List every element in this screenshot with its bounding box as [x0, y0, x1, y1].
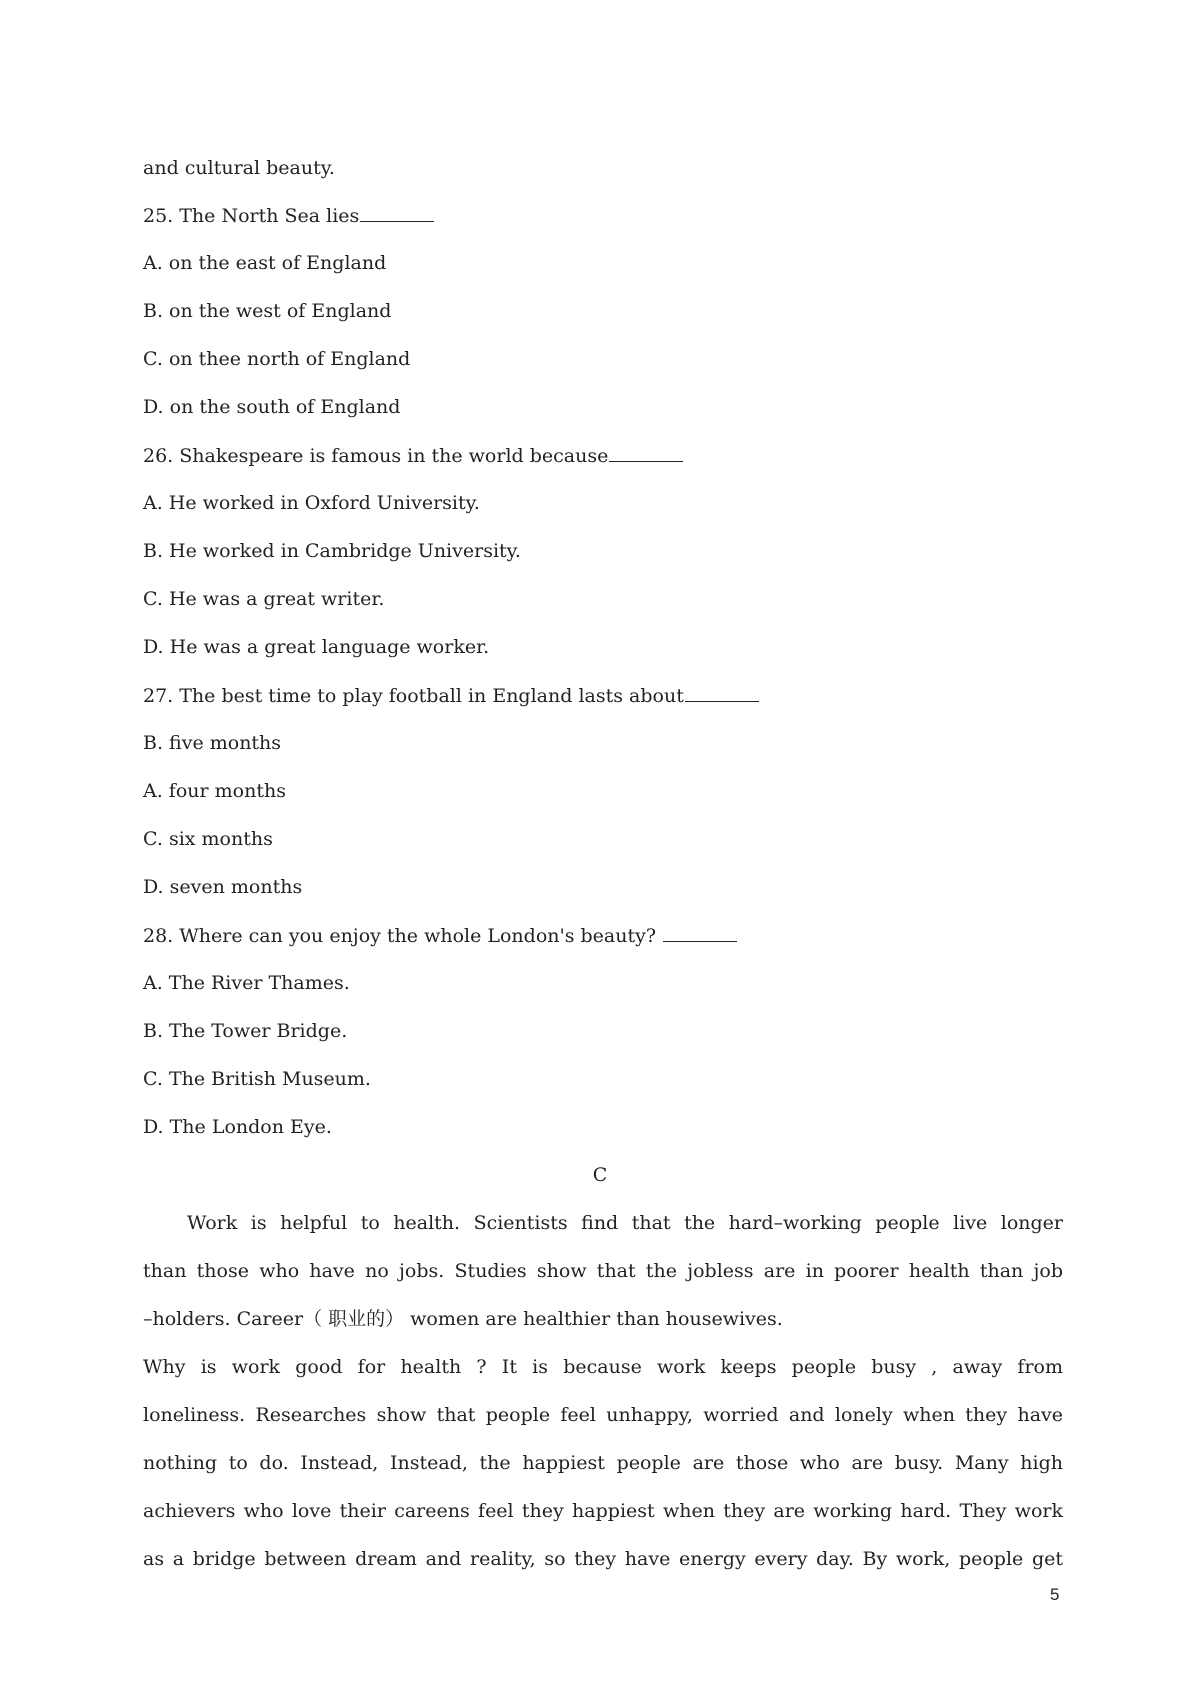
- option-26d: D. He was a great language worker.: [143, 636, 490, 658]
- question-stem: 25. The North Sea lies: [143, 205, 360, 227]
- option-27c: C. six months: [143, 828, 273, 850]
- passage-continuation: and cultural beauty.: [143, 157, 335, 179]
- option-27-first: B. five months: [143, 732, 282, 754]
- option-25d: D. on the south of England: [143, 396, 401, 418]
- passage-line: Work is helpful to health. Scientists find that the hard–working people live longer: [187, 1212, 1063, 1234]
- option-26c: C. He was a great writer.: [143, 588, 385, 610]
- passage-line: achievers who love their careens feel they happiest when they are working hard. They work: [143, 1500, 1063, 1522]
- question-stem: 26. Shakespeare is famous in the world because: [143, 445, 609, 467]
- answer-blank: [685, 683, 759, 702]
- option-28b: B. The Tower Bridge.: [143, 1020, 348, 1042]
- passage-line: Why is work good for health ? It is because work keeps people busy , away from: [143, 1356, 1063, 1378]
- option-27-second: A. four months: [143, 780, 286, 802]
- option-25c: C. on thee north of England: [143, 348, 411, 370]
- question-28: [143, 923, 737, 948]
- page-number: 5: [1050, 1585, 1060, 1604]
- question-stem: 27. The best time to play football in England lasts about: [143, 685, 684, 707]
- question-stem: 28. Where can you enjoy the whole London's beauty?: [143, 925, 657, 947]
- section-heading: C: [592, 1164, 608, 1186]
- option-28a: A. The River Thames.: [143, 972, 350, 994]
- option-28c: C. The British Museum.: [143, 1068, 371, 1090]
- passage-line: loneliness. Researches show that people feel unhappy, worried and lonely when they have: [143, 1404, 1063, 1426]
- question-26: [143, 443, 683, 468]
- option-25b: B. on the west of England: [143, 300, 392, 322]
- option-28d: D. The London Eye.: [143, 1116, 332, 1138]
- passage-line: as a bridge between dream and reality, so they have energy every day. By work, people get: [143, 1548, 1063, 1570]
- option-27d: D. seven months: [143, 876, 303, 898]
- passage-line: –holders. Career（ 职业的） women are healthier than housewives.: [143, 1308, 783, 1330]
- answer-blank: [360, 203, 434, 222]
- option-26a: A. He worked in Oxford University.: [143, 492, 480, 514]
- answer-blank: [609, 443, 683, 462]
- passage-line: than those who have no jobs. Studies show that the jobless are in poorer health than job: [143, 1260, 1063, 1282]
- question-25: [143, 203, 434, 228]
- question-27: [143, 683, 759, 708]
- answer-blank: [663, 923, 737, 942]
- option-26b: B. He worked in Cambridge University.: [143, 540, 521, 562]
- option-25a: A. on the east of England: [143, 252, 387, 274]
- passage-line: nothing to do. Instead, Instead, the happiest people are those who are busy. Many high: [143, 1452, 1063, 1474]
